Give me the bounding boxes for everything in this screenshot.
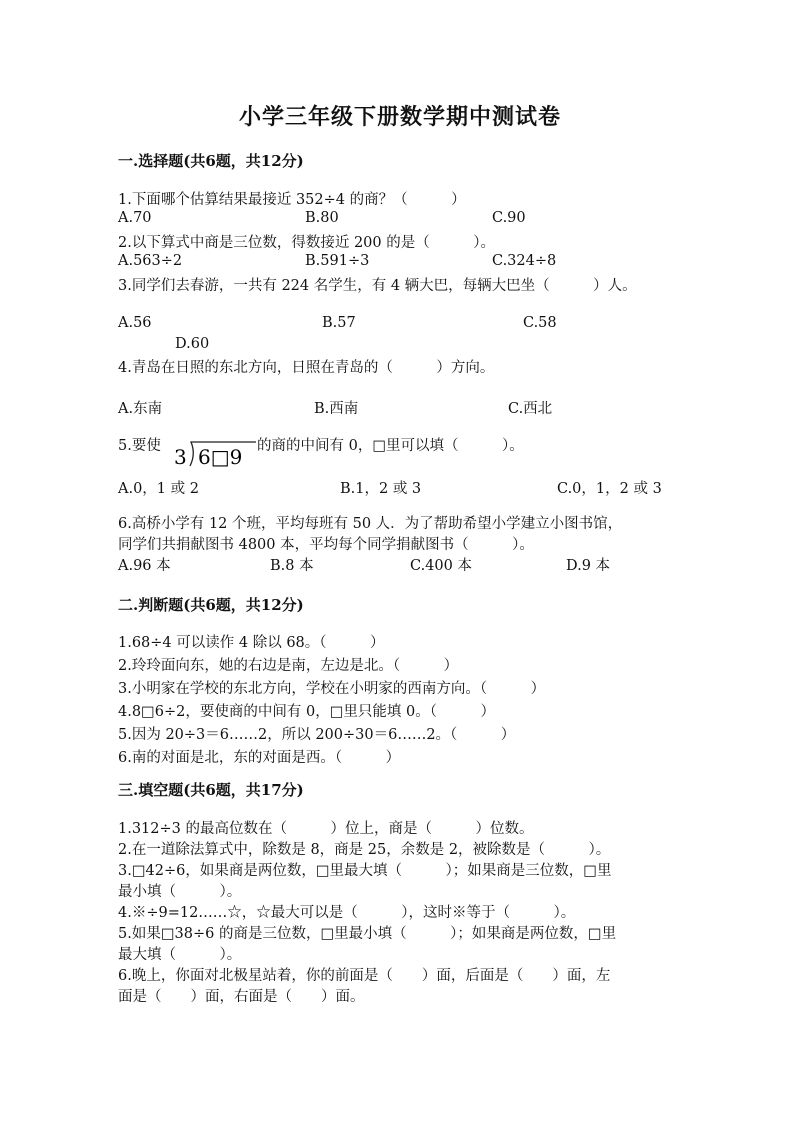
q1-stem: 1.下面哪个估算结果最接近 352÷4 的商？（ ）: [118, 192, 466, 208]
q4-stem: 4.青岛在日照的东北方向，日照在青岛的（ ）方向。: [118, 360, 495, 376]
q2-option-b: B.591÷3: [305, 253, 370, 269]
q6-option-b: B.8 本: [270, 558, 314, 574]
fill-item: 3.□42÷6，如果商是两位数，□里最大填（ ）；如果商是三位数，□里: [118, 863, 612, 879]
fill-item: 2.在一道除法算式中，除数是 8，商是 25，余数是 2，被除数是（ ）。: [118, 842, 611, 858]
q5-stem-suffix: 的商的中间有 0，□里可以填（ ）。: [257, 438, 524, 454]
fill-item-continued: 面是（ ）面，右面是（ ）面。: [118, 989, 365, 1005]
judge-item: 2.玲玲面向东，她的右边是南，左边是北。（ ）: [118, 658, 459, 674]
fill-item: 6.晚上，你面对北极星站着，你的前面是（ ）面，后面是（ ）面，左: [118, 968, 611, 984]
q5-stem-prefix: 5.要使: [118, 438, 161, 454]
q4-option-c: C.西北: [508, 401, 553, 417]
fill-item: 5.如果□38÷6 的商是三位数，□里最小填（ ）；如果商是两位数，□里: [118, 926, 617, 942]
division-dividend: 6□9: [198, 445, 243, 468]
q3-option-d: D.60: [175, 336, 210, 352]
division-divisor: 3: [174, 445, 187, 468]
section-heading-fill: 三.填空题(共6题，共17分): [118, 781, 304, 799]
q3-option-a: A.56: [118, 315, 152, 331]
q6-option-d: D.9 本: [566, 558, 611, 574]
fill-item: 4.※÷9=12……☆，☆最大可以是（ ），这时※等于（ ）。: [118, 905, 576, 921]
fill-item-continued: 最大填（ ）。: [118, 947, 242, 963]
q2-option-c: C.324÷8: [492, 253, 557, 269]
page-title: 小学三年级下册数学期中测试卷: [238, 104, 561, 130]
judge-item: 3.小明家在学校的东北方向，学校在小明家的西南方向。（ ）: [118, 681, 546, 697]
judge-item: 6.南的对面是北，东的对面是西。（ ）: [118, 750, 401, 766]
q6-option-c: C.400 本: [410, 558, 472, 574]
q4-option-b: B.西南: [314, 401, 359, 417]
q6-stem-line2: 同学们共捐献图书 4800 本，平均每个同学捐献图书（ ）。: [118, 537, 534, 553]
q3-option-b: B.57: [322, 315, 356, 331]
q3-stem: 3.同学们去春游，一共有 224 名学生，有 4 辆大巴，每辆大巴坐（ ）人。: [118, 278, 637, 294]
fill-item: 1.312÷3 的最高位数在（ ）位上，商是（ ）位数。: [118, 821, 534, 837]
q4-option-a: A.东南: [118, 401, 163, 417]
judge-item: 5.因为 20÷3＝6……2，所以 200÷30＝6……2。（ ）: [118, 727, 516, 743]
long-division-figure: [174, 440, 258, 468]
section-heading-choice: 一.选择题(共6题，共12分): [118, 152, 304, 170]
q1-option-c: C.90: [492, 210, 526, 226]
q5-option-b: B.1，2 或 3: [340, 481, 422, 497]
q1-option-a: A.70: [118, 210, 152, 226]
q3-option-c: C.58: [523, 315, 557, 331]
q5-option-c: C.0，1，2 或 3: [557, 481, 662, 497]
q6-option-a: A.96 本: [118, 558, 171, 574]
q2-stem: 2.以下算式中商是三位数，得数接近 200 的是（ ）。: [118, 235, 495, 251]
judge-item: 1.68÷4 可以读作 4 除以 68。（ ）: [118, 635, 385, 651]
section-heading-judge: 二.判断题(共6题，共12分): [118, 596, 304, 614]
judge-item: 4.8□6÷2，要使商的中间有 0，□里只能填 0。（ ）: [118, 704, 495, 720]
q5-option-a: A.0，1 或 2: [118, 481, 199, 497]
q2-option-a: A.563÷2: [118, 253, 183, 269]
fill-item-continued: 最小填（ ）。: [118, 884, 242, 900]
q6-stem-line1: 6.高桥小学有 12 个班，平均每班有 50 人．为了帮助希望小学建立小图书馆，: [118, 516, 623, 532]
q1-option-b: B.80: [305, 210, 339, 226]
